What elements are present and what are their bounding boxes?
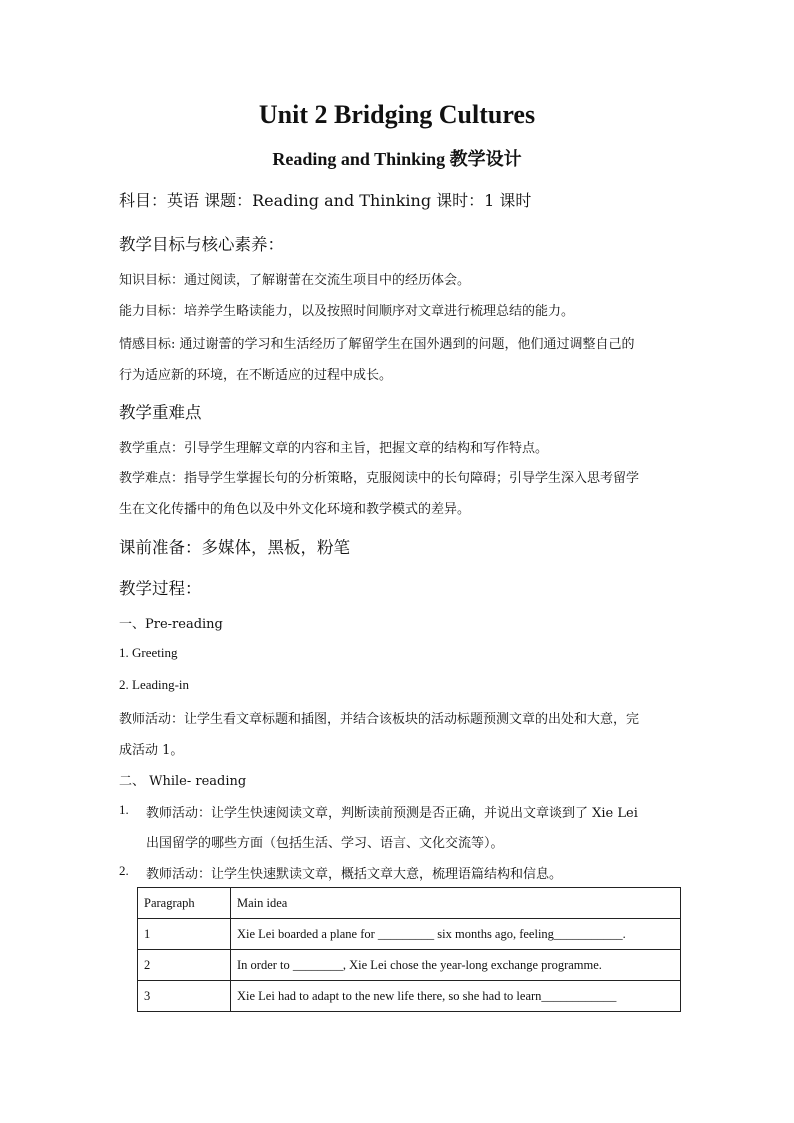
ability-goal: 能力目标：培养学生略读能力，以及按照时间顺序对文章进行梳理总结的能力。: [119, 304, 575, 319]
teaching-difficulty-line-1: 教学难点：指导学生掌握长句的分析策略，克服阅读中的长句障碍；引导学生深入思考留学: [119, 471, 640, 486]
paragraph-main-idea-table: [137, 887, 681, 1012]
table-cell-paragraph: 3: [138, 981, 231, 1012]
list-item-1-line-2: 出国留学的哪些方面（包括生活、学习、语言、文化交流等）。: [146, 836, 504, 851]
table-row: [138, 919, 681, 950]
table-header-main-idea: Main idea: [231, 888, 681, 919]
knowledge-goal: 知识目标：通过阅读，了解谢蕾在交流生项目中的经历体会。: [119, 273, 471, 288]
table-cell-main-idea: Xie Lei had to adapt to the new life there, so she had to learn____________: [231, 981, 681, 1012]
leading-in-step: 2. Leading-in: [119, 677, 190, 692]
process-heading: 教学过程：: [119, 579, 202, 598]
teaching-difficulty-line-2: 生在文化传播中的角色以及中外文化环境和教学模式的差异。: [119, 502, 471, 517]
table-header-paragraph: Paragraph: [138, 888, 231, 919]
table-cell-main-idea: In order to ________, Xie Lei chose the year-long exchange programme.: [231, 950, 681, 981]
list-item-1-number: 1.: [119, 802, 129, 817]
table-header-row: [138, 888, 681, 919]
table-row: [138, 950, 681, 981]
list-item-2-line-1: 教师活动：让学生快速默读文章，概括文章大意，梳理语篇结构和信息。: [146, 867, 563, 882]
emotion-goal-line-1: 情感目标: 通过谢蕾的学习和生活经历了解留学生在国外遇到的问题，他们通过调整自己的: [119, 337, 635, 352]
list-item-2-number: 2.: [119, 863, 129, 878]
greeting-step: 1. Greeting: [119, 645, 178, 660]
table-cell-paragraph: 2: [138, 950, 231, 981]
teacher-activity-1-line-2: 成活动 1。: [119, 743, 184, 758]
emotion-goal-line-2: 行为适应新的环境，在不断适应的过程中成长。: [119, 368, 393, 383]
table-cell-main-idea: Xie Lei boarded a plane for _________ six months ago, feeling___________.: [231, 919, 681, 950]
preparation-line: 课前准备：多媒体，黑板，粉笔: [119, 538, 350, 557]
goals-heading: 教学目标与核心素养：: [119, 235, 284, 254]
table-row: [138, 981, 681, 1012]
key-points-heading: 教学重难点: [119, 403, 202, 422]
document-title: Unit 2 Bridging Cultures: [258, 100, 536, 129]
table-cell-paragraph: 1: [138, 919, 231, 950]
document-subtitle: Reading and Thinking 教学设计: [272, 149, 522, 169]
list-item-1-line-1: 教师活动：让学生快速阅读文章，判断读前预测是否正确，并说出文章谈到了 Xie Lei: [146, 806, 638, 821]
pre-reading-heading: 一、Pre-reading: [119, 617, 223, 632]
teacher-activity-1-line-1: 教师活动：让学生看文章标题和插图，并结合该板块的活动标题预测文章的出处和大意，完: [119, 712, 640, 727]
teaching-focus: 教学重点：引导学生理解文章的内容和主旨，把握文章的结构和写作特点。: [119, 441, 549, 456]
course-meta-line: 科目：英语 课题：Reading and Thinking 课时：1 课时: [119, 191, 532, 210]
while-reading-heading: 二、 While- reading: [119, 774, 247, 789]
